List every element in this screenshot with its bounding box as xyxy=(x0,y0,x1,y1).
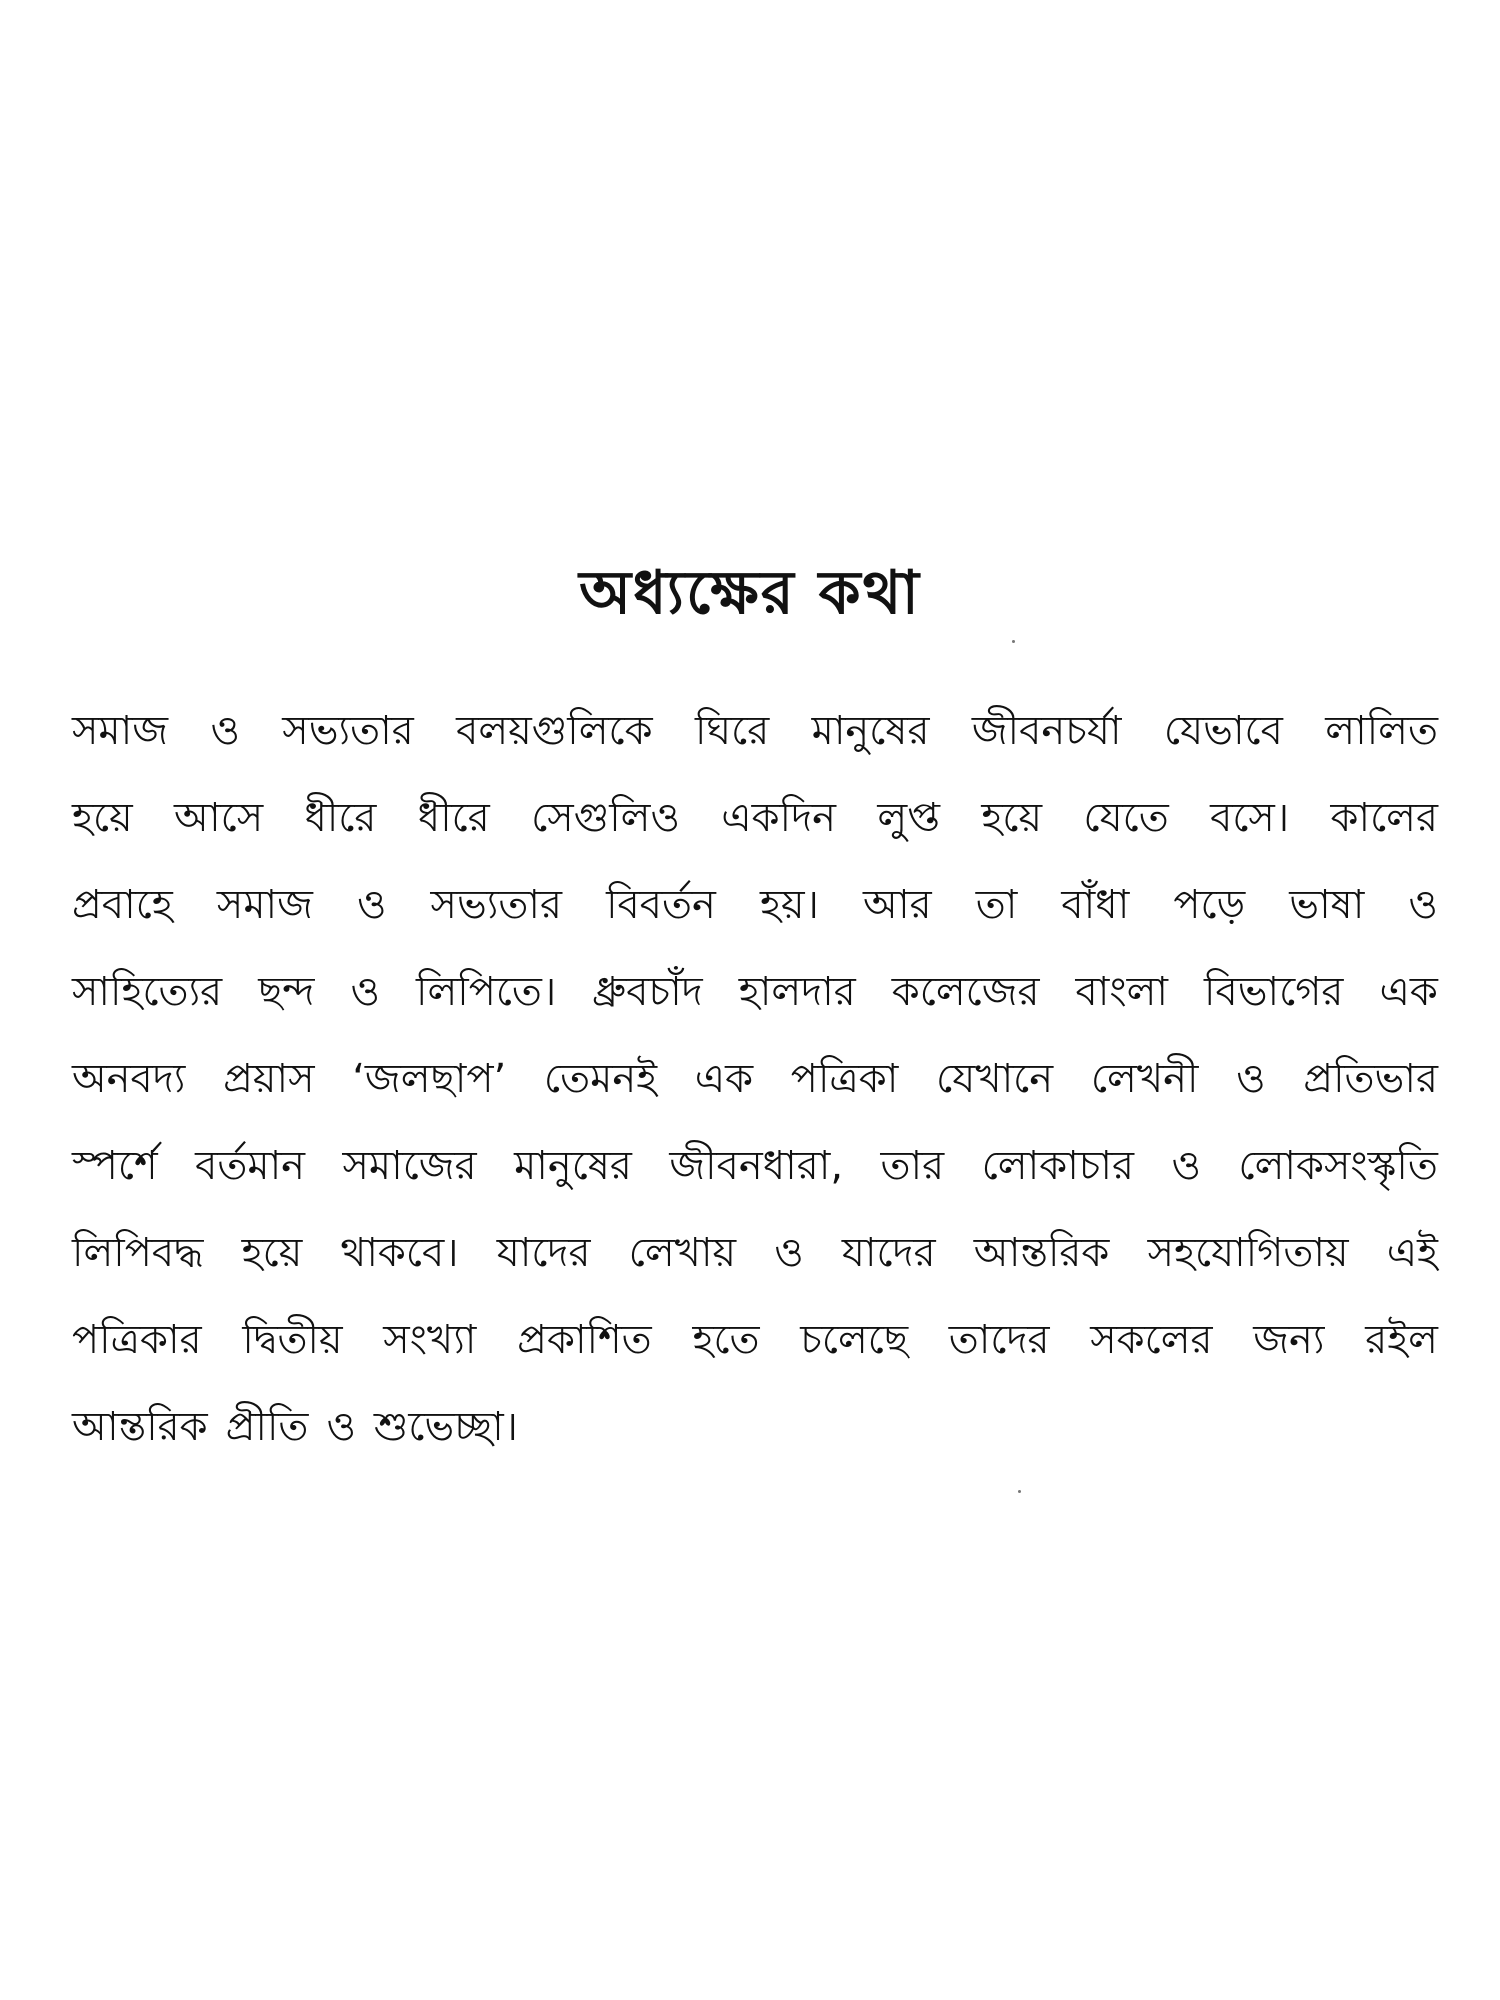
word: যেভাবে xyxy=(1163,708,1283,754)
word: পত্রিকার xyxy=(72,1317,202,1363)
word: প্রতিভার xyxy=(1303,1056,1438,1102)
word: জন্য xyxy=(1253,1317,1325,1363)
word: সকলের xyxy=(1090,1317,1213,1363)
document-title: অধ্যক্ষের কথা xyxy=(579,558,921,628)
word: লোকাচার xyxy=(981,1143,1134,1189)
word: কালের xyxy=(1330,795,1438,841)
word: বলয়গুলিকে xyxy=(456,708,653,754)
word: পড়ে xyxy=(1173,882,1246,928)
word: বিবর্তন xyxy=(606,882,716,928)
word: ভাষা xyxy=(1289,882,1365,928)
word: এক xyxy=(694,1056,754,1102)
word: সহযোগিতায় xyxy=(1147,1230,1349,1276)
word: ও xyxy=(210,708,240,754)
word: ও xyxy=(326,1404,356,1450)
word: লিপিতে। xyxy=(416,969,557,1015)
word: বসে। xyxy=(1210,795,1290,841)
word: লিপিবদ্ধ xyxy=(72,1230,204,1276)
word: অনবদ্য xyxy=(72,1056,186,1102)
word: ধ্রুবচাঁদ xyxy=(592,969,703,1015)
word: ধীরে xyxy=(417,795,490,841)
word: যাদের xyxy=(496,1230,591,1276)
word: জীবনচর্যা xyxy=(971,708,1122,754)
word: দ্বিতীয় xyxy=(242,1317,343,1363)
text-line xyxy=(72,1123,1438,1210)
word: তাদের xyxy=(948,1317,1050,1363)
word: জীবনধারা, xyxy=(669,1143,844,1189)
word: বর্তমান xyxy=(195,1143,306,1189)
word: তা xyxy=(975,882,1018,928)
word: প্রকাশিত xyxy=(517,1317,652,1363)
word: ‘জলছাপ’ xyxy=(352,1056,507,1102)
word: ঘিরে xyxy=(694,708,770,754)
word: লালিত xyxy=(1325,708,1438,754)
word: সাহিত্যের xyxy=(72,969,223,1015)
word: হয়। xyxy=(760,882,819,928)
word: সেগুলিও xyxy=(531,795,680,841)
text-line xyxy=(72,949,1438,1036)
word: বাঁধা xyxy=(1061,882,1130,928)
word: প্রবাহে xyxy=(72,882,173,928)
word: শুভেচ্ছা। xyxy=(373,1404,518,1450)
word: যেখানে xyxy=(936,1056,1054,1102)
text-line xyxy=(72,1384,1438,1471)
word: আর xyxy=(862,882,932,928)
word: আসে xyxy=(174,795,264,841)
word: আন্তরিক xyxy=(973,1230,1110,1276)
word: কলেজের xyxy=(891,969,1040,1015)
word: প্রীতি xyxy=(225,1404,309,1450)
word: সমাজ xyxy=(216,882,313,928)
word: প্রয়াস xyxy=(223,1056,315,1102)
word: হয়ে xyxy=(981,795,1043,841)
text-line xyxy=(72,775,1438,862)
word: সমাজের xyxy=(342,1143,477,1189)
word: মানুষের xyxy=(811,708,930,754)
word: বিভাগের xyxy=(1204,969,1344,1015)
word: যাদের xyxy=(841,1230,936,1276)
text-line xyxy=(72,862,1438,949)
word: তেমনই xyxy=(543,1056,658,1102)
word: ও xyxy=(1408,882,1438,928)
word: রইল xyxy=(1365,1317,1438,1363)
word: ও xyxy=(357,882,387,928)
word: সংখ্যা xyxy=(383,1317,477,1363)
word: থাকবে। xyxy=(340,1230,459,1276)
scan-speck xyxy=(1018,1490,1021,1493)
word: হয়ে xyxy=(72,795,133,841)
word: স্পর্শে xyxy=(72,1143,158,1189)
body-paragraph xyxy=(72,688,1438,1471)
word: হালদার xyxy=(738,969,856,1015)
word: ছন্দ xyxy=(258,969,315,1015)
word: লেখনী xyxy=(1090,1056,1199,1102)
word: এই xyxy=(1386,1230,1438,1276)
word: তার xyxy=(880,1143,945,1189)
word: বাংলা xyxy=(1075,969,1169,1015)
word: লেখায় xyxy=(628,1230,737,1276)
word: পত্রিকা xyxy=(790,1056,899,1102)
word: আন্তরিক xyxy=(72,1404,208,1450)
word: মানুষের xyxy=(514,1143,632,1189)
word: সভ্যতার xyxy=(282,708,414,754)
word: লুপ্ত xyxy=(877,795,941,841)
word: ও xyxy=(774,1230,804,1276)
word: ও xyxy=(350,969,380,1015)
word: সমাজ xyxy=(72,708,169,754)
word: চলেছে xyxy=(800,1317,909,1363)
word: ধীরে xyxy=(304,795,377,841)
word: এক xyxy=(1379,969,1438,1015)
word: সভ্যতার xyxy=(430,882,562,928)
word: একদিন xyxy=(721,795,836,841)
text-line xyxy=(72,1210,1438,1297)
text-line xyxy=(72,1297,1438,1384)
word: হতে xyxy=(692,1317,760,1363)
word: লোকসংস্কৃতি xyxy=(1238,1143,1438,1189)
word: হয়ে xyxy=(241,1230,303,1276)
word: ও xyxy=(1236,1056,1266,1102)
text-line xyxy=(72,688,1438,775)
word: যেতে xyxy=(1083,795,1169,841)
word: ও xyxy=(1171,1143,1201,1189)
scan-speck xyxy=(1012,640,1015,643)
text-line xyxy=(72,1036,1438,1123)
